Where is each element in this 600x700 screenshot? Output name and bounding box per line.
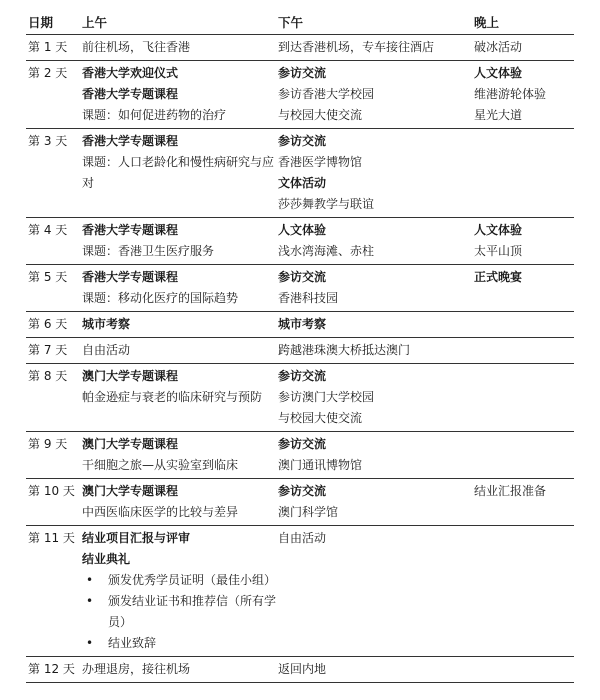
am-cell <box>80 35 276 61</box>
activity-text: 跨越港珠澳大桥抵达澳门 <box>278 343 411 357</box>
pm-cell <box>276 338 472 364</box>
pm-cell <box>276 265 472 312</box>
table-row <box>26 35 574 61</box>
eve-cell <box>472 338 574 364</box>
eve-cell <box>472 364 574 432</box>
activity-heading: 参访交流 <box>278 484 327 498</box>
activity-text: 课题：移动化医疗的国际趋势 <box>82 291 239 305</box>
pm-cell <box>276 129 472 218</box>
pm-cell <box>276 479 472 526</box>
activity-text: 太平山顶 <box>474 244 523 258</box>
day-cell: 第 2 天 <box>26 61 80 129</box>
pm-cell <box>276 218 472 265</box>
activity-text: 自由活动 <box>82 343 131 357</box>
activity-text: 课题：人口老龄化和慢性病研究与应对 <box>82 155 275 190</box>
am-cell <box>80 312 276 338</box>
day-cell: 第 8 天 <box>26 364 80 432</box>
activity-heading: 参访交流 <box>278 437 327 451</box>
day-cell: 第 1 天 <box>26 35 80 61</box>
am-cell <box>80 657 276 683</box>
activity-heading: 文体活动 <box>278 176 327 190</box>
pm-cell <box>276 364 472 432</box>
day-cell: 第 3 天 <box>26 129 80 218</box>
am-cell <box>80 218 276 265</box>
activity-text: 星光大道 <box>474 108 523 122</box>
eve-cell <box>472 432 574 479</box>
pm-cell <box>276 312 472 338</box>
activity-text: 办理退房，接往机场 <box>82 662 191 676</box>
day-cell: 第 5 天 <box>26 265 80 312</box>
eve-cell <box>472 129 574 218</box>
activity-heading: 参访交流 <box>278 66 327 80</box>
activity-heading: 香港大学欢迎仪式 <box>82 66 179 80</box>
activity-heading: 人文体验 <box>474 223 523 237</box>
activity-text: 香港科技园 <box>278 291 339 305</box>
eve-cell <box>472 218 574 265</box>
am-cell <box>80 526 276 657</box>
activity-heading: 香港大学专题课程 <box>82 87 179 101</box>
activity-heading: 澳门大学专题课程 <box>82 437 179 451</box>
table-row <box>26 364 574 432</box>
table-row <box>26 61 574 129</box>
day-cell: 第 9 天 <box>26 432 80 479</box>
activity-heading: 人文体验 <box>278 223 327 237</box>
eve-cell <box>472 35 574 61</box>
activity-text: 香港医学博物馆 <box>278 155 363 169</box>
table-row <box>26 338 574 364</box>
header-eve: 晚上 <box>472 10 574 35</box>
activity-text: 帕金逊症与衰老的临床研究与预防 <box>82 390 263 404</box>
activity-text: 干细胞之旅—从实验室到临床 <box>82 458 239 472</box>
eve-cell <box>472 61 574 129</box>
bullet-item: • 颁发优秀学员证明（最佳小组） <box>82 570 276 591</box>
day-cell: 第 10 天 <box>26 479 80 526</box>
activity-heading: 结业典礼 <box>82 552 131 566</box>
activity-text: 课题：如何促进药物的治疗 <box>82 108 227 122</box>
eve-cell <box>472 312 574 338</box>
activity-heading: 澳门大学专题课程 <box>82 369 179 383</box>
table-row <box>26 218 574 265</box>
activity-text: 前往机场，飞往香港 <box>82 40 191 54</box>
day-cell: 第 6 天 <box>26 312 80 338</box>
day-cell: 第 4 天 <box>26 218 80 265</box>
activity-text: 浅水湾海滩、赤柱 <box>278 244 375 258</box>
activity-heading: 城市考察 <box>278 317 327 331</box>
itinerary-body <box>26 35 574 683</box>
itinerary-table <box>26 10 574 683</box>
activity-text: 课题：香港卫生医疗服务 <box>82 244 215 258</box>
am-cell <box>80 61 276 129</box>
pm-cell <box>276 657 472 683</box>
activity-text: 返回内地 <box>278 662 327 676</box>
activity-heading: 参访交流 <box>278 270 327 284</box>
activity-heading: 参访交流 <box>278 134 327 148</box>
ceremony-bullet-list <box>82 570 276 654</box>
activity-text: 与校园大使交流 <box>278 108 363 122</box>
activity-heading: 香港大学专题课程 <box>82 270 179 284</box>
table-row <box>26 432 574 479</box>
activity-heading: 澳门大学专题课程 <box>82 484 179 498</box>
eve-cell <box>472 479 574 526</box>
activity-text: 维港游轮体验 <box>474 87 547 101</box>
activity-heading: 城市考察 <box>82 317 131 331</box>
table-row <box>26 129 574 218</box>
activity-text: 中西医临床医学的比较与差异 <box>82 505 239 519</box>
activity-heading: 结业项目汇报与评审 <box>82 531 191 545</box>
table-row <box>26 526 574 657</box>
header-pm: 下午 <box>276 10 472 35</box>
day-cell: 第 11 天 <box>26 526 80 657</box>
activity-text: 破冰活动 <box>474 40 523 54</box>
activity-heading: 香港大学专题课程 <box>82 223 179 237</box>
activity-text: 参访香港大学校园 <box>278 87 375 101</box>
activity-text: 结业汇报准备 <box>474 484 547 498</box>
eve-cell <box>472 265 574 312</box>
activity-heading: 正式晚宴 <box>474 270 523 284</box>
activity-text: 澳门通讯博物馆 <box>278 458 363 472</box>
header-row <box>26 10 574 35</box>
eve-cell <box>472 657 574 683</box>
activity-text: 参访澳门大学校园 <box>278 390 375 404</box>
eve-cell <box>472 526 574 657</box>
activity-text: 自由活动 <box>278 531 327 545</box>
activity-heading: 参访交流 <box>278 369 327 383</box>
pm-cell <box>276 526 472 657</box>
header-am: 上午 <box>80 10 276 35</box>
pm-cell <box>276 432 472 479</box>
activity-text: 与校园大使交流 <box>278 411 363 425</box>
activity-text: 到达香港机场，专车接往酒店 <box>278 40 435 54</box>
table-row <box>26 312 574 338</box>
table-row <box>26 265 574 312</box>
header-day: 日期 <box>26 10 80 35</box>
day-cell: 第 7 天 <box>26 338 80 364</box>
am-cell <box>80 265 276 312</box>
pm-cell <box>276 35 472 61</box>
am-cell <box>80 129 276 218</box>
pm-cell <box>276 61 472 129</box>
am-cell <box>80 364 276 432</box>
am-cell <box>80 432 276 479</box>
bullet-item: • 结业致辞 <box>82 633 276 654</box>
activity-heading: 人文体验 <box>474 66 523 80</box>
day-cell: 第 12 天 <box>26 657 80 683</box>
activity-text: 莎莎舞教学与联谊 <box>278 197 375 211</box>
table-row <box>26 479 574 526</box>
am-cell <box>80 479 276 526</box>
table-row <box>26 657 574 683</box>
am-cell <box>80 338 276 364</box>
activity-heading: 香港大学专题课程 <box>82 134 179 148</box>
bullet-item: • 颁发结业证书和推荐信（所有学员） <box>82 591 276 633</box>
activity-text: 澳门科学馆 <box>278 505 339 519</box>
